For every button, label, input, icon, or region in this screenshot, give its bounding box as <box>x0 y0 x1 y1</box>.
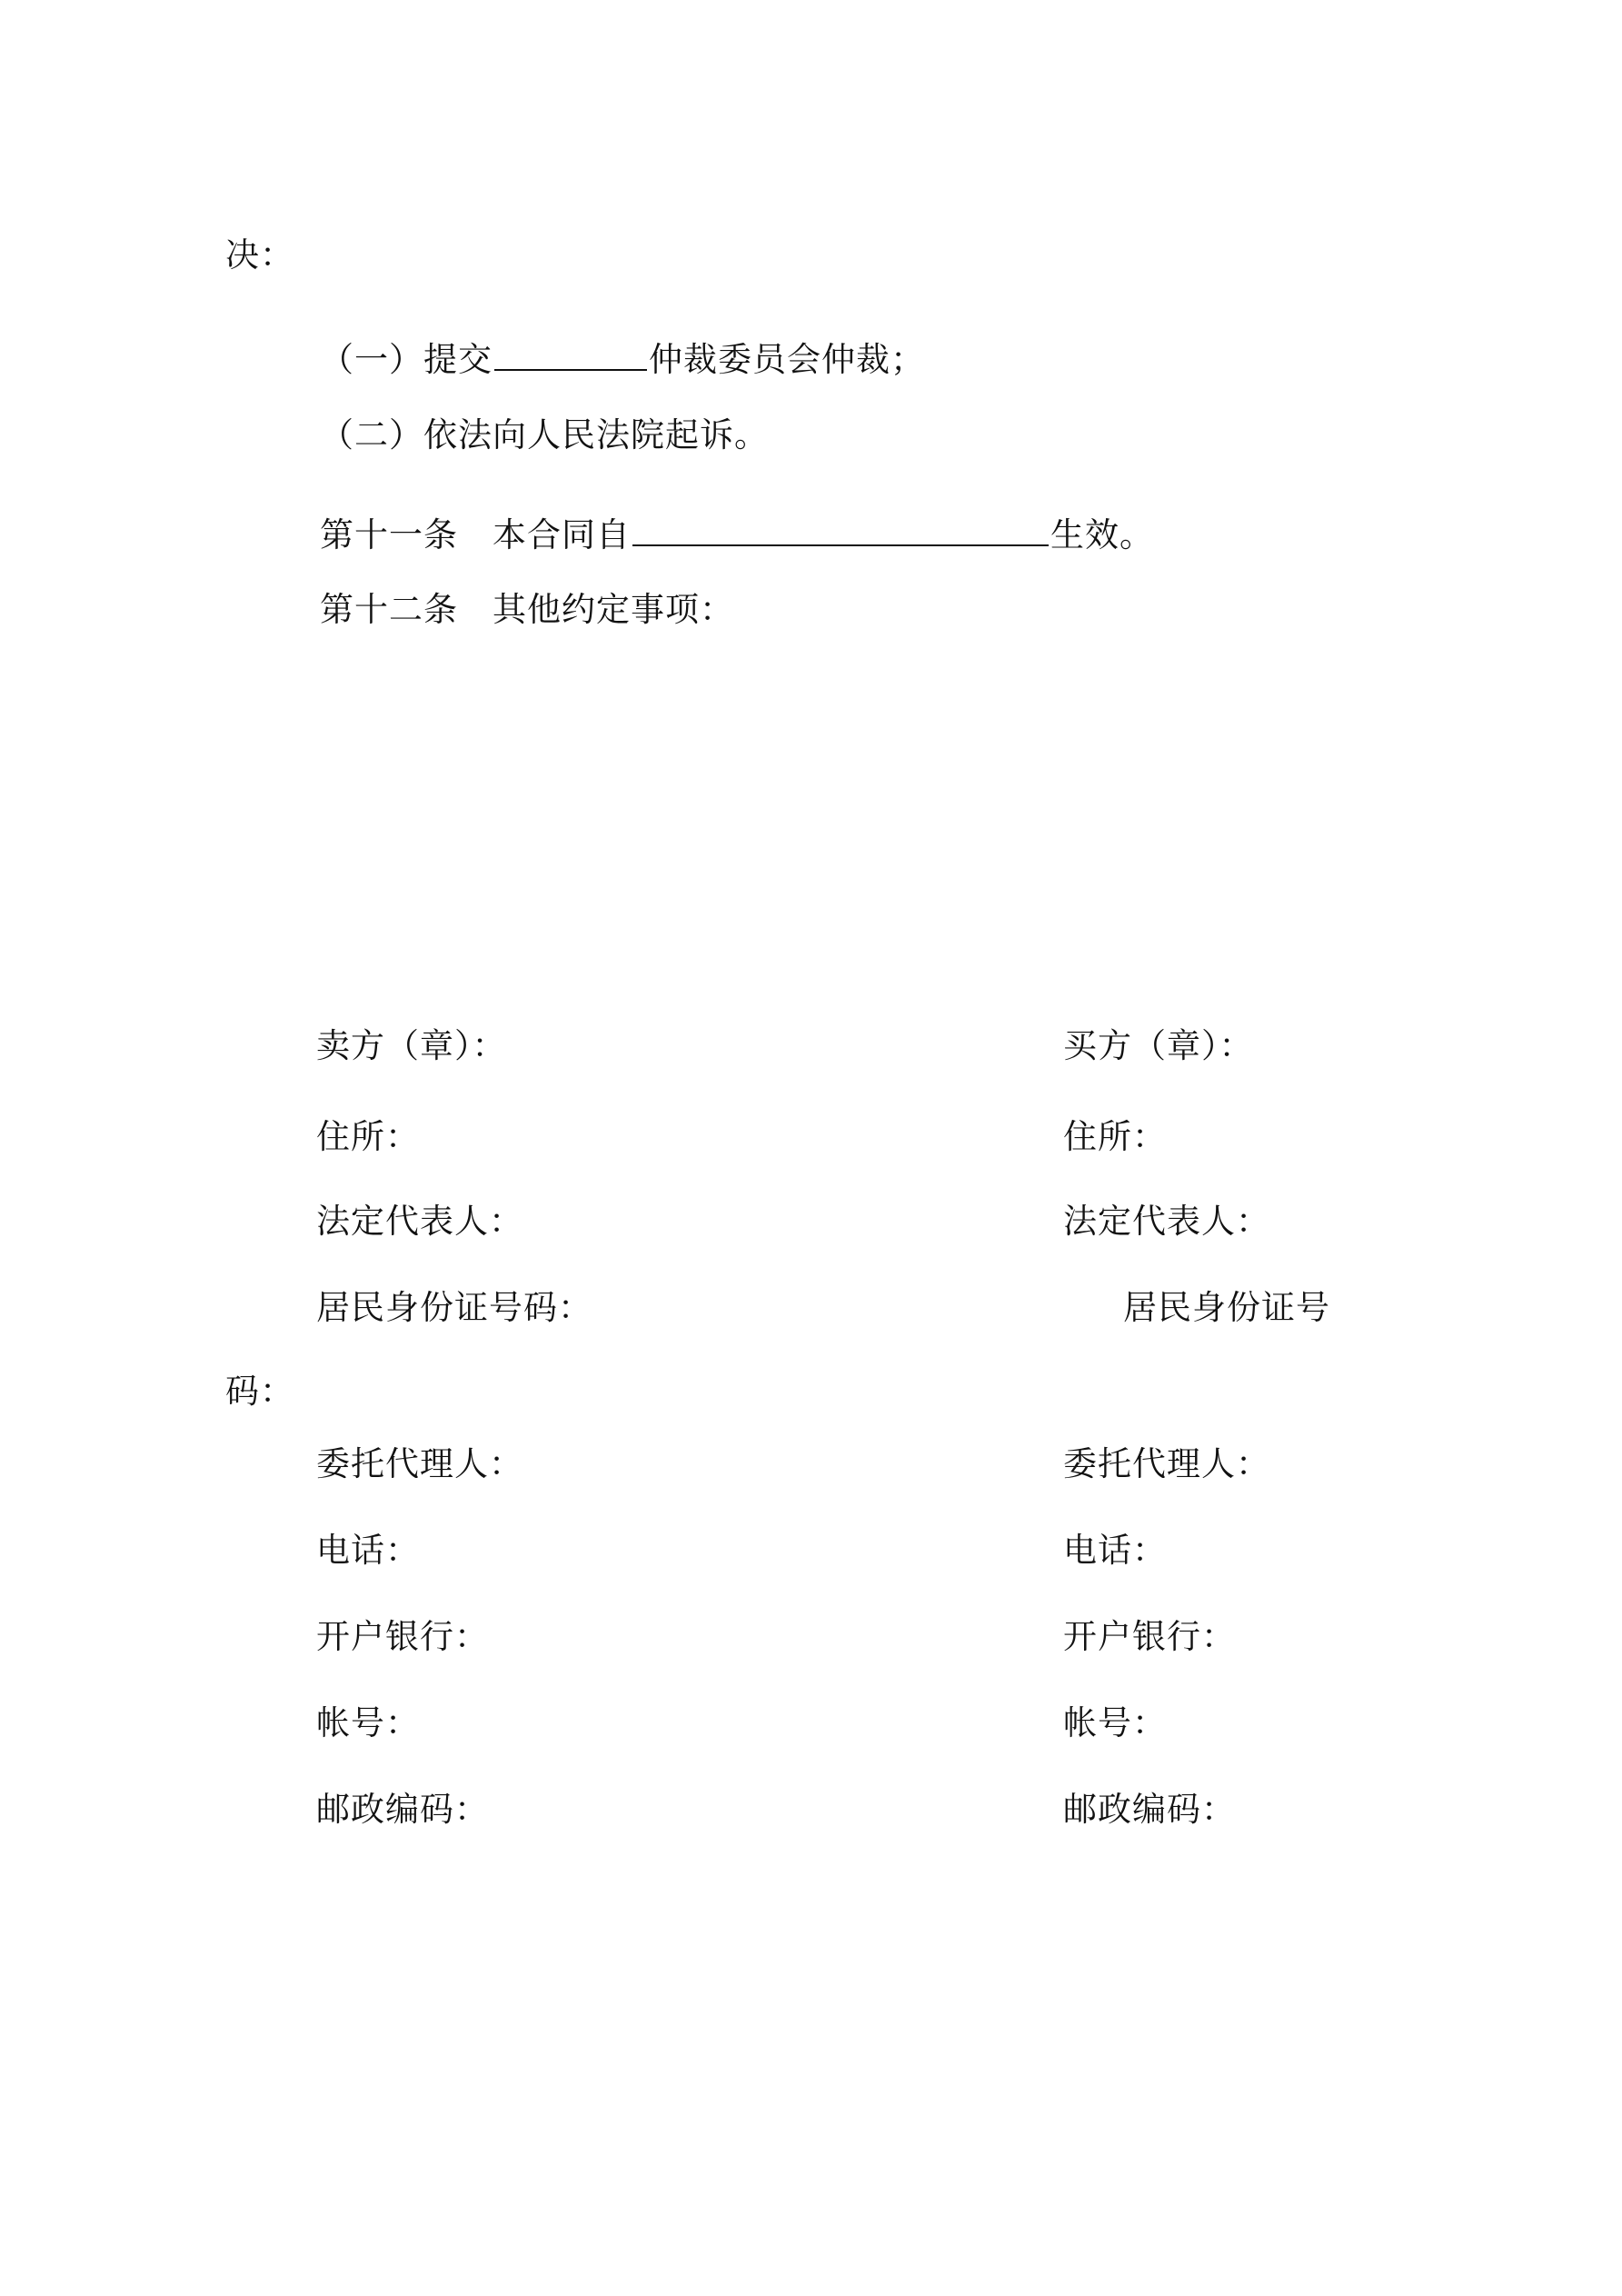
arbitration-committee-blank[interactable] <box>494 334 647 371</box>
seller-phone-label: 电话： <box>316 1531 420 1570</box>
buyer-postcode-label: 邮政编码： <box>1063 1790 1236 1829</box>
buyer-account-label: 帐号： <box>1063 1703 1167 1742</box>
buyer-phone-label: 电话： <box>1063 1531 1167 1570</box>
seller-bank-label: 开户银行： <box>316 1617 489 1656</box>
clause-article-12 <box>320 590 734 629</box>
seller-account-label: 帐号： <box>316 1703 420 1742</box>
clause-item-2 <box>320 415 769 454</box>
seller-agent-label: 委托代理人： <box>316 1444 523 1483</box>
clause-article-11 <box>320 509 1154 552</box>
effective-date-blank[interactable] <box>632 509 1049 546</box>
article-12-prefix: 第十二条 其他约定事项： <box>320 590 734 629</box>
clause-item-1-suffix: 仲裁委员会仲裁； <box>649 339 925 379</box>
article-11-prefix: 第十一条 本合同自 <box>320 514 631 554</box>
clause-item-2-prefix: （二）依法向人民法院起诉。 <box>320 415 769 454</box>
buyer-address-label: 住所： <box>1063 1117 1167 1156</box>
buyer-heading: 买方（章）： <box>1063 1026 1254 1065</box>
clause-item-1 <box>320 334 925 379</box>
seller-id-number-label: 居民身份证号码： <box>316 1288 592 1327</box>
buyer-id-number-label-wrapped-tail: 码： <box>225 1372 294 1411</box>
buyer-bank-label: 开户银行： <box>1063 1617 1236 1656</box>
seller-heading: 卖方（章）： <box>316 1026 507 1065</box>
clause-item-1-prefix: （一）提交 <box>320 339 493 379</box>
buyer-id-number-label: 居民身份证号 <box>1123 1288 1330 1327</box>
buyer-legal-representative-label: 法定代表人： <box>1063 1202 1270 1241</box>
article-11-suffix: 生效。 <box>1050 514 1154 554</box>
seller-address-label: 住所： <box>316 1117 420 1156</box>
seller-legal-representative-label: 法定代表人： <box>316 1202 523 1241</box>
carryover-line: 决： <box>225 235 294 275</box>
buyer-agent-label: 委托代理人： <box>1063 1444 1270 1483</box>
seller-postcode-label: 邮政编码： <box>316 1790 489 1829</box>
